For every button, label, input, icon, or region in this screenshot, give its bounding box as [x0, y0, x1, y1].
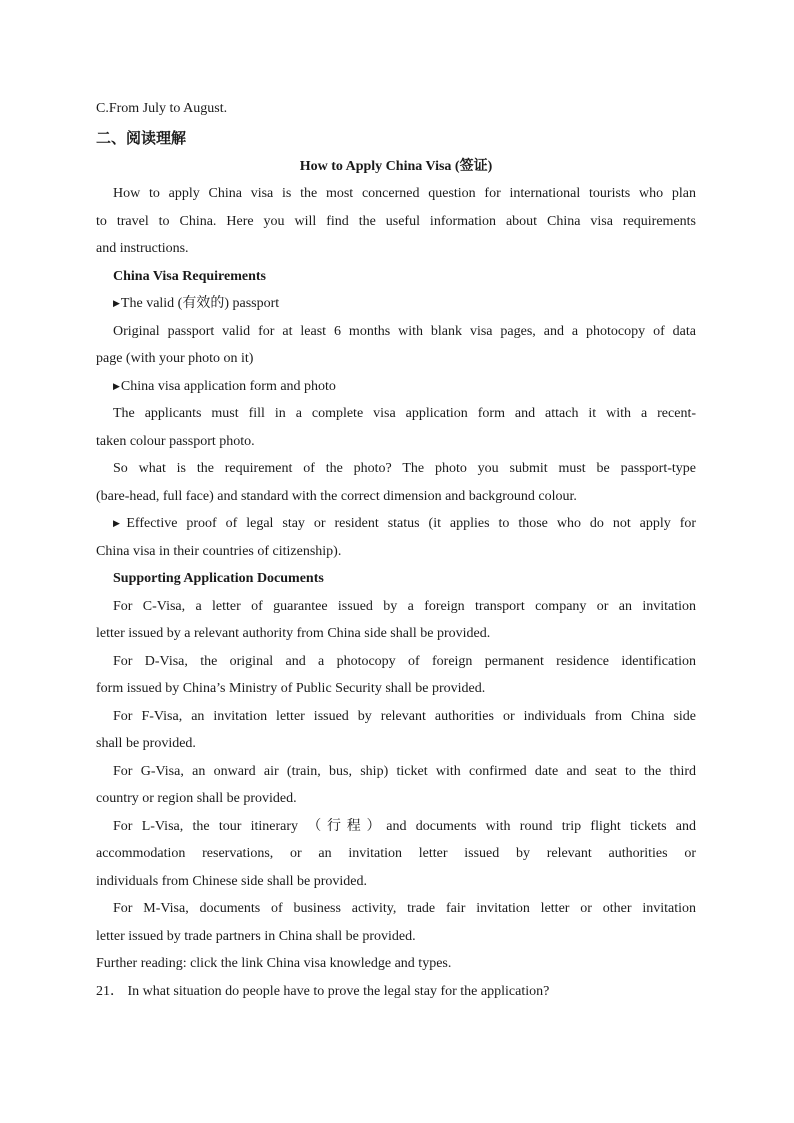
bullet2-title-text: China visa application form and photo — [120, 378, 336, 394]
bullet3-line-2: China visa in their countries of citizenship). — [96, 543, 342, 559]
visa-c-paragraph — [96, 593, 696, 648]
intro-line-3: and instructions. — [96, 241, 189, 256]
visa-l-paragraph — [96, 813, 696, 896]
further-reading: Further reading: click the link China visa knowledge and types. — [96, 956, 452, 971]
visa-line: letter issued by trade partners in China shall be provided. — [96, 928, 416, 944]
photo-line-2: (bare-head, full face) and standard with the correct dimension and background colour. — [96, 488, 577, 504]
section-heading: 二、阅读理解 — [96, 128, 187, 147]
triangle-bullet-icon: ▶ — [113, 298, 120, 308]
visa-line: form issued by China’s Ministry of Public Security shall be provided. — [96, 681, 486, 696]
bullet3-line-1-text: Effective proof of legal stay or resident status (it applies to those who do not apply for — [126, 516, 697, 531]
bullet1-line-1: Original passport valid for at least 6 months with blank visa pages, and a photocopy of data — [113, 323, 696, 339]
bullet1-line-2: page (with your photo on it) — [96, 351, 254, 366]
question-21: 21． In what situation do people have to prove the legal stay for the application? — [96, 983, 550, 999]
visa-line: shall be provided. — [96, 736, 196, 751]
bullet1-title — [96, 290, 696, 318]
visa-line: accommodation reservations, or an invitation letter issued by relevant authorities or — [96, 846, 696, 861]
option-c: C.From July to August. — [96, 101, 228, 116]
visa-line: For G-Visa, an onward air (train, bus, ship) ticket with confirmed date and seat to the third — [113, 763, 696, 779]
visa-d-paragraph — [96, 648, 696, 703]
visa-line: For C-Visa, a letter of guarantee issued by a foreign transport company or an invitation — [113, 598, 696, 614]
visa-line: For F-Visa, an invitation letter issued by relevant authorities or individuals from China side — [113, 708, 696, 724]
visa-line: For D-Visa, the original and a photocopy of foreign permanent residence identification — [113, 653, 696, 669]
visa-line: For M-Visa, documents of business activity, trade fair invitation letter or other invitation — [113, 901, 696, 916]
intro-line-2: to travel to China. Here you will find the useful information about China visa requirements — [96, 213, 696, 229]
photo-line-1: So what is the requirement of the photo? The photo you submit must be passport-type — [113, 461, 696, 476]
visa-m-paragraph — [96, 895, 696, 950]
visa-line: letter issued by a relevant authority from China side shall be provided. — [96, 626, 491, 641]
triangle-bullet-icon: ▶ — [113, 518, 126, 528]
bullet2-line-1: The applicants must fill in a complete visa application form and attach it with a recent- — [113, 406, 696, 421]
intro-paragraph — [96, 180, 696, 263]
requirements-heading: China Visa Requirements — [113, 268, 266, 284]
visa-line: country or region shall be provided. — [96, 791, 297, 806]
bullet2-line-2: taken colour passport photo. — [96, 433, 255, 449]
supporting-heading: Supporting Application Documents — [113, 571, 324, 586]
intro-line-1: How to apply China visa is the most concerned question for international tourists who plan — [113, 186, 696, 201]
visa-line: individuals from Chinese side shall be provided. — [96, 873, 368, 889]
visa-f-paragraph — [96, 703, 696, 758]
triangle-bullet-icon: ▶ — [113, 380, 120, 391]
document-content — [96, 95, 696, 1005]
visa-line: For L-Visa, the tour itinerary （行程）and documents with round trip flight tickets and — [113, 818, 696, 834]
article-title: How to Apply China Visa (签证) — [299, 158, 493, 174]
bullet1-title-text: The valid (有效的) passport — [120, 296, 280, 311]
visa-g-paragraph — [96, 758, 696, 813]
bullet2-title — [96, 373, 696, 401]
bullet3-line-1 — [96, 510, 696, 538]
